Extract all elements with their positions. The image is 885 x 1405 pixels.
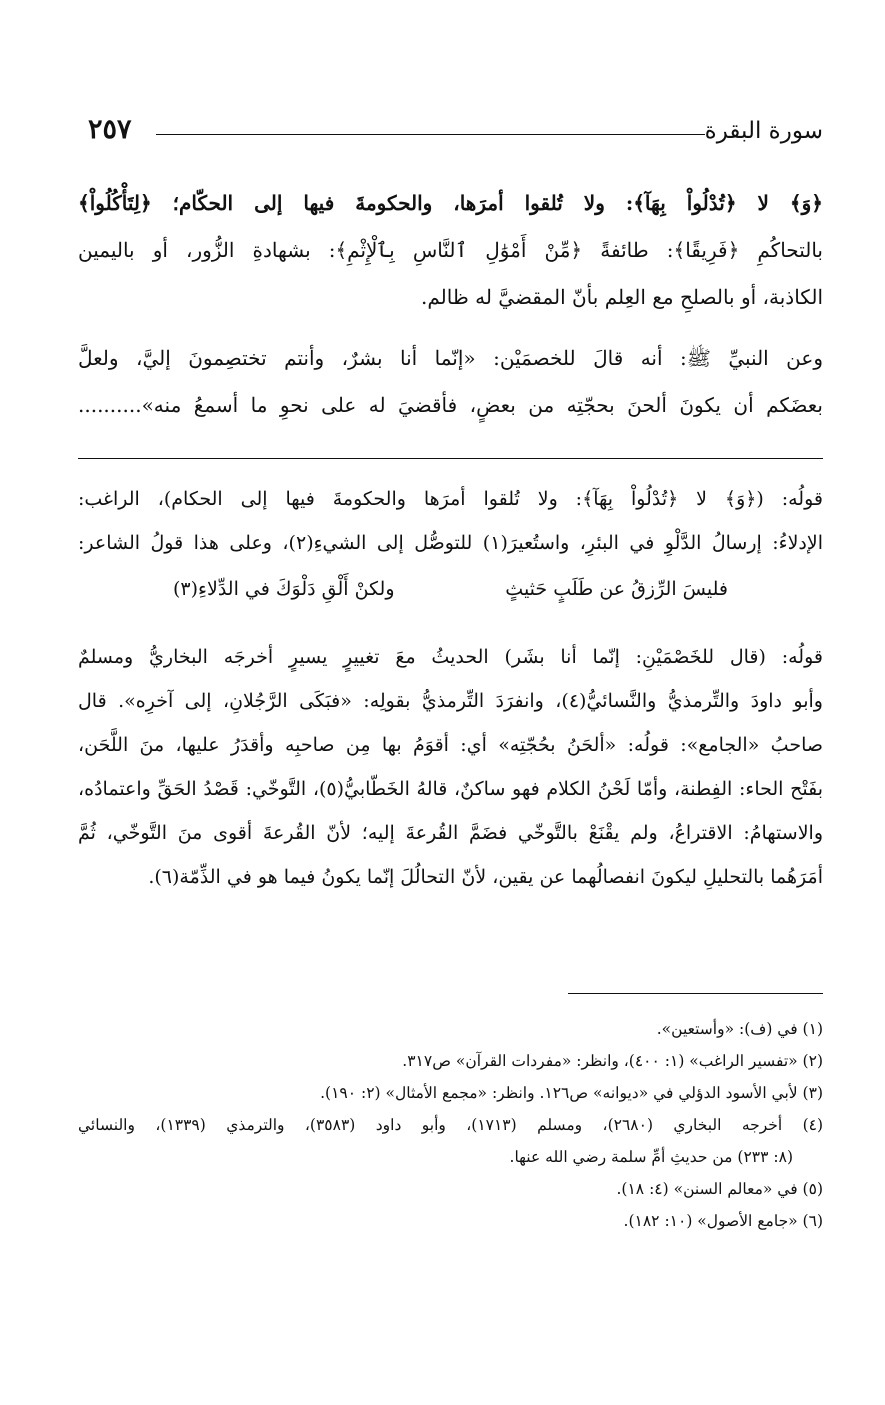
commentary-line: الإدلاءُ: إرسالُ الدَّلْوِ في البئرِ، واستُعيرَ(١) للتوصُّل إلى الشيءِ(٢)، وعلى هذا قولُ الشاعر: — [78, 532, 823, 554]
page-number: ٢٥٧ — [88, 114, 132, 145]
commentary-line: بفَتْح الحاء: الفِطنة، وأمّا لَحْنُ الكلام فهو ساكنٌ، قالهُ الخَطّابيُّ(٥)، التَّوخّي: قَصْدُ الحَقِّ واعتمادُه، — [78, 778, 823, 800]
main-text-line: بعضَكم أن يكونَ ألحنَ بحجّتِه من بعضٍ، فأقضيَ له على نحوِ ما أسمعُ منه».......... — [78, 393, 823, 417]
poetry-verse — [78, 565, 823, 613]
footnote: (٢) «تفسير الراغب» (١: ٤٠٠)، وانظر: «مفردات القرآن» ص٣١٧. — [402, 1052, 823, 1070]
footnote: (٥) في «معالم السنن» (٤: ١٨). — [616, 1180, 823, 1198]
footnotes — [78, 1013, 823, 1237]
commentary-line: وأبو داودَ والتِّرمذيُّ والنَّسائيُّ(٤)، وانفرَدَ التِّرمذيُّ بقولِه: «فبَكَى الرَّجُلانِ، إلى آخرِه». قال — [78, 690, 823, 712]
verse-first-hemistich: فليسَ الرِّزقُ عن طَلَبٍ حَثيثٍ — [505, 578, 728, 600]
page-header — [88, 112, 823, 152]
paragraph-gap — [78, 321, 823, 335]
commentary-line: قولُه: (﴿وَ﴾ لا ﴿تُدْلُواْ بِهَآ﴾: ولا تُلقوا أمرَها والحكومةَ فيها إلى الحكام)، الراغب: — [78, 488, 823, 510]
commentary-line: والاستهامُ: الاقتراعُ، ولم يقْنَعْ بالتَّوخّي فضَمَّ القُرعةَ إليه؛ لأنّ القُرعةَ أقوى منَ التَّوخّي، ثُمَّ — [78, 822, 823, 844]
paragraph-gap — [78, 613, 823, 635]
footnote: (٣) لأبي الأسود الدؤلي في «ديوانه» ص١٢٦. وانظر: «مجمع الأمثال» (٢: ١٩٠). — [320, 1084, 823, 1102]
header-rule — [156, 134, 705, 135]
main-text-line: بالتحاكُمِ ﴿فَرِيقًا﴾: طائفةً ﴿مِّنْ أَمْوَٰلِ ٱلنَّاسِ بِٱلْإِثْمِ﴾: بشهادةِ الزُّور، أو باليمين — [78, 238, 823, 262]
main-text-line: وعن النبيِّ ﷺ: أنه قالَ للخصمَيْن: «إنّما أنا بشرٌ، وأنتم تختصِمونَ إليَّ، ولعلَّ — [78, 346, 823, 370]
running-title: سورة البقرة — [704, 118, 823, 144]
footnote: (٤) أخرجه البخاري (٢٦٨٠)، ومسلم (١٧١٣)، وأبو داود (٣٥٨٣)، والترمذي (١٣٣٩)، والنسائي — [78, 1116, 823, 1134]
footnote-continuation: (٨: ٢٣٣) من حديثِ أمِّ سلمة رضي الله عنها. — [509, 1148, 793, 1166]
text-divider — [78, 458, 823, 459]
verse-second-hemistich: ولكنْ أَلْقِ دَلْوَكَ في الدِّلاءِ(٣) — [173, 578, 395, 600]
footnote: (٦) «جامع الأصول» (١٠: ١٨٢). — [623, 1212, 823, 1230]
footnote-rule — [568, 993, 823, 994]
commentary — [78, 477, 823, 899]
commentary-line: قولُه: (قال للخَصْمَيْنِ: إنّما أنا بشَر) الحديثُ معَ تغييرٍ يسيرٍ أخرجَه البخاريُّ ومسلمٌ — [78, 646, 823, 668]
commentary-line: صاحبُ «الجامع»: قولُه: «ألحَنُ بحُجّتِه» أي: أقوَمُ بها مِن صاحبِه وأقدَرُ عليها، منَ اللَّحَن، — [78, 734, 823, 756]
main-text-line: الكاذبة، أو بالصلحِ مع العِلم بأنّ المقضيَّ له ظالم. — [420, 285, 823, 309]
main-text-line: ﴿وَ﴾ لا ﴿تُدْلُواْ بِهَآ﴾: ولا تُلقوا أمرَها، والحكومةَ فيها إلى الحكّام؛ ﴿لِتَأْكُلُواْ﴾ — [78, 191, 823, 215]
commentary-line: أمَرَهُما بالتحليلِ ليكونَ انفصالُهما عن يقين، لأنّ التحالُلَ إنّما يكونُ فيما هو في الذِّمّة(٦). — [148, 866, 823, 888]
footnote: (١) في (ف): «وأستعين». — [656, 1020, 823, 1038]
main-text — [78, 180, 823, 429]
